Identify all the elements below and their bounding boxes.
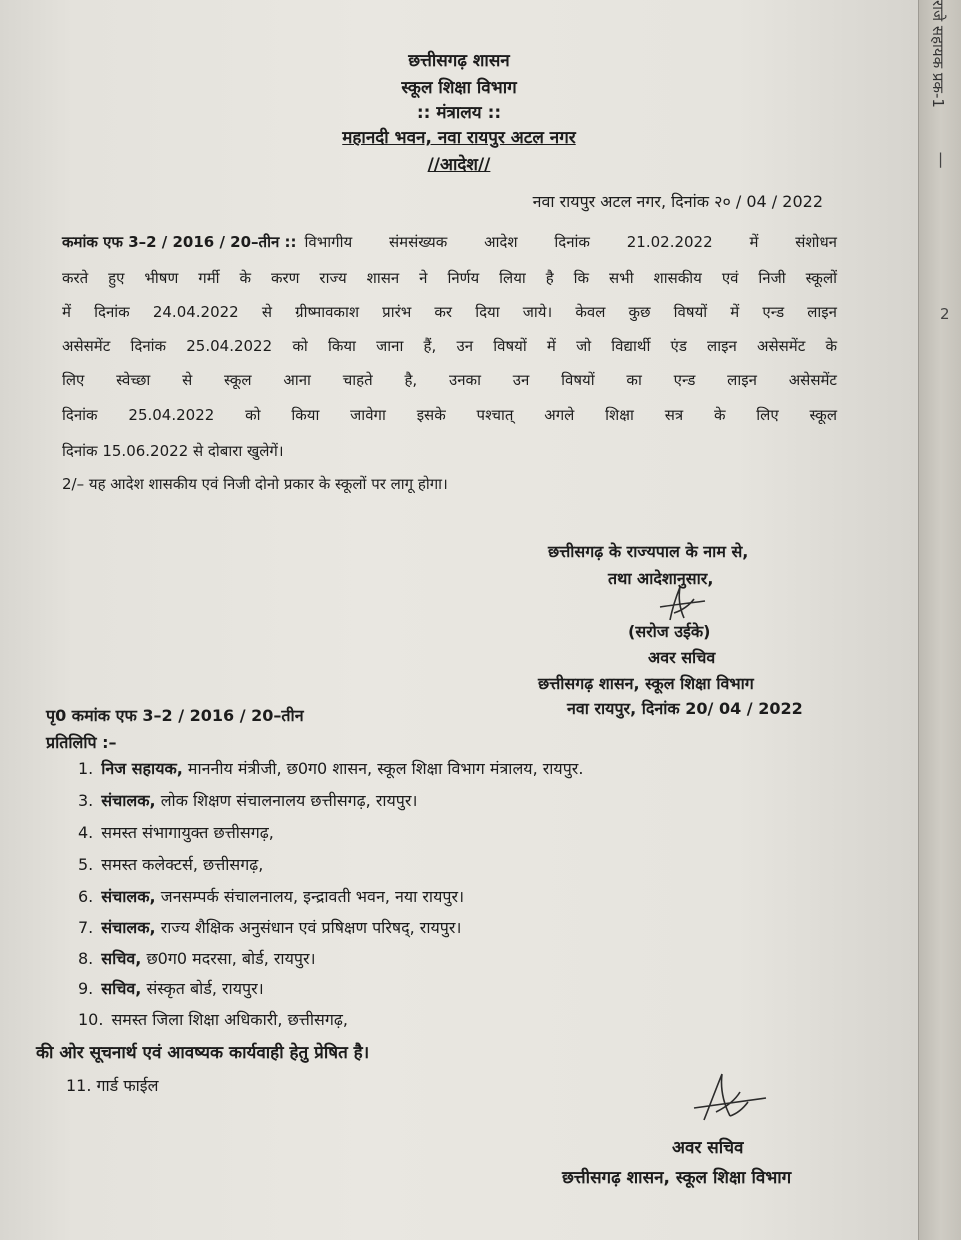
- copy-item: [78, 885, 464, 907]
- header-ministry: :: मंत्रालय ::: [416, 103, 502, 123]
- order-line-7: दिनांक 15.06.2022 से दोबारा खुलेगें।: [62, 442, 284, 460]
- header-department: स्कूल शिक्षा विभाग: [401, 78, 517, 98]
- copy-item-number: 4.: [78, 823, 94, 842]
- copy-item-number: 8.: [78, 949, 94, 968]
- adjacent-page-mark-1: |: [938, 150, 944, 168]
- copy-item-text: राज्य शैक्षिक अनुसंधान एवं प्रषिक्षण परिषद्, रायपुर।: [155, 918, 462, 937]
- copy-item-recipient: संचालक,: [101, 791, 156, 810]
- copy-item-number: 1.: [78, 759, 94, 778]
- signature-1: [650, 585, 710, 625]
- copy-item: [78, 853, 263, 875]
- copy-item-number: 6.: [78, 887, 94, 906]
- copy-item-recipient: निज सहायक,: [101, 759, 183, 778]
- copy-item: [78, 947, 316, 969]
- copy-item-recipient: सचिव,: [101, 979, 142, 998]
- copy-label: प्रतिलिपि :–: [46, 733, 117, 752]
- copy-item-text: समस्त जिला शिक्षा अधिकारी, छत्तीसगढ़,: [111, 1010, 348, 1029]
- order-line-3: में दिनांक 24.04.2022 से ग्रीष्मावकाश प्रारंभ कर दिया जाये। केवल कुछ विषयों में एन्ड लाइन: [62, 303, 837, 321]
- copy-item: [78, 821, 274, 843]
- copy-item-recipient: संचालक,: [101, 887, 156, 906]
- copy-item-recipient: सचिव,: [101, 949, 142, 968]
- signatory-designation: अवर सचिव: [648, 648, 716, 667]
- copy-item-text: समस्त कलेक्टर्स, छत्तीसगढ़,: [101, 855, 264, 874]
- signatory-place-date: नवा रायपुर, दिनांक 20/ 04 / 2022: [567, 699, 803, 718]
- order-line-6: दिनांक 25.04.2022 को किया जावेगा इसके पश्चात् अगले शिक्षा सत्र के लिए स्कूल: [62, 406, 837, 424]
- copy-item-11: 11. गार्ड फाईल: [66, 1076, 159, 1095]
- order-first-line: [62, 232, 837, 252]
- adjacent-page-mark-2: 2: [940, 305, 950, 323]
- copy-item: [78, 977, 264, 999]
- copy-item-text: लोक शिक्षण संचालनालय छत्तीसगढ़, रायपुर।: [155, 791, 418, 810]
- order-line-4: असेसमेंट दिनांक 25.04.2022 को किया जाना हैं, उन विषयों में जो विद्यार्थी एंड लाइन असेसमेंट के: [62, 337, 837, 355]
- copy-item-text: माननीय मंत्रीजी, छ0ग0 शासन, स्कूल शिक्षा विभाग मंत्रालय, रायपुर.: [182, 759, 584, 778]
- copy-item-number: 10.: [78, 1010, 104, 1029]
- footer-department: छत्तीसगढ़ शासन, स्कूल शिक्षा विभाग: [562, 1168, 792, 1188]
- copy-item-text: समस्त संभागायुक्त छत्तीसगढ़,: [101, 823, 274, 842]
- order-line-1: विभागीय संमसंख्यक आदेश दिनांक 21.02.2022 में संशोधन: [304, 233, 837, 251]
- signatory-line-1: छत्तीसगढ़ के राज्यपाल के नाम से,: [548, 542, 749, 561]
- copy-item-number: 5.: [78, 855, 94, 874]
- order-reference: कमांक एफ 3–2 / 2016 / 20–तीन ::: [62, 233, 297, 251]
- copy-item-number: 3.: [78, 791, 94, 810]
- footer-designation: अवर सचिव: [672, 1138, 744, 1158]
- copy-item: [78, 757, 583, 779]
- header-government: छत्तीसगढ़ शासन: [408, 51, 510, 71]
- copy-item-number: 7.: [78, 918, 94, 937]
- copy-item-text: संस्कृत बोर्ड, रायपुर।: [141, 979, 264, 998]
- endorsement-reference: पृ0 कमांक एफ 3–2 / 2016 / 20–तीन: [46, 706, 304, 725]
- order-line-2: करते हुए भीषण गर्मी के करण राज्य शासन ने निर्णय लिया है कि सभी शासकीय एवं निजी स्कूलों: [62, 269, 837, 287]
- order-line-5: लिए स्वेच्छा से स्कूल आना चाहते है, उनका उन विषयों का एन्ड लाइन असेसमेंट: [62, 371, 837, 389]
- signature-2: [690, 1072, 770, 1127]
- header-address: महानदी भवन, नवा रायपुर अटल नगर: [342, 128, 576, 148]
- order-point-2: 2/– यह आदेश शासकीय एवं निजी दोनो प्रकार के स्कूलों पर लागू होगा।: [62, 475, 448, 493]
- copy-item-number: 9.: [78, 979, 94, 998]
- forward-note: की ओर सूचनार्थ एवं आवष्यक कार्यवाही हेतु प्रेषित है।: [36, 1043, 370, 1063]
- adjacent-page-edge: [918, 0, 961, 1240]
- copy-item-text: छ0ग0 मदरसा, बोर्ड, रायपुर।: [141, 949, 316, 968]
- signatory-line-2: तथा आदेशानुसार,: [608, 569, 714, 588]
- header-order-title: //आदेश//: [427, 155, 491, 175]
- copy-item-text: जनसम्पर्क संचालनालय, इन्द्रावती भवन, नया रायपुर।: [155, 887, 465, 906]
- signatory-department: छत्तीसगढ़ शासन, स्कूल शिक्षा विभाग: [538, 674, 754, 693]
- signatory-name: (सरोज उईके): [628, 622, 711, 641]
- copy-item: [78, 916, 461, 938]
- copy-item: [78, 789, 418, 811]
- copy-item-recipient: संचालक,: [101, 918, 156, 937]
- order-date: नवा रायपुर अटल नगर, दिनांक २० / 04 / 2022: [532, 192, 823, 211]
- adjacent-page-text: राजे सहायक प्रक-1: [929, 0, 947, 108]
- copy-item: [78, 1008, 348, 1030]
